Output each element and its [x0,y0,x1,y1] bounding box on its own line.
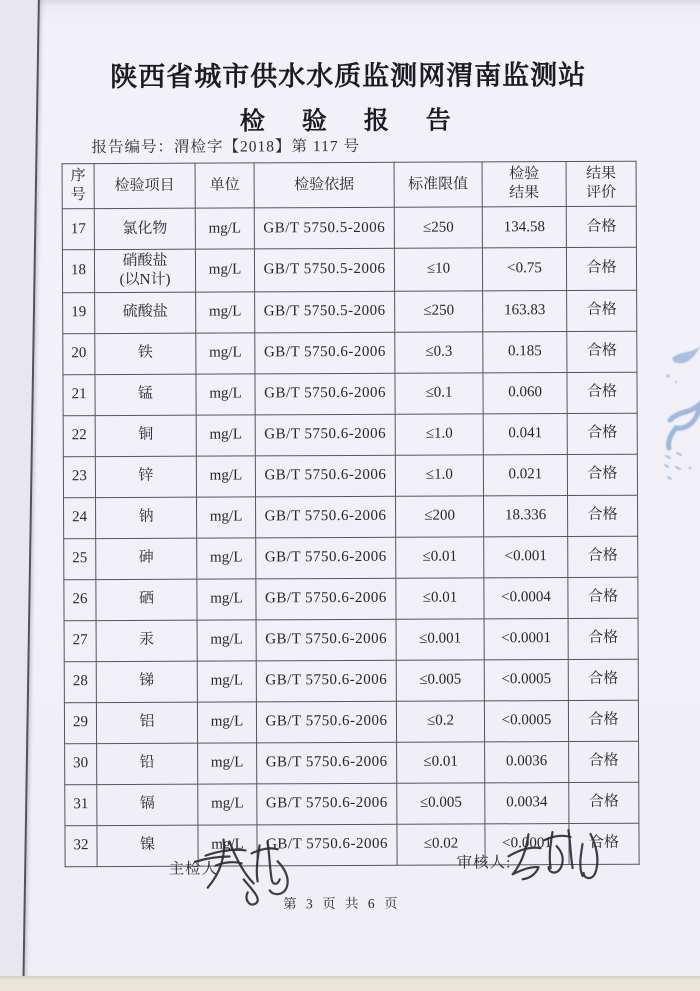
cell-unit: mg/L [196,332,255,373]
cell-item: 硫酸盐 [95,292,196,333]
cell-no: 20 [63,333,95,374]
cell-unit: mg/L [197,619,256,660]
cell-no: 22 [63,415,95,456]
cell-eval: 合格 [567,413,637,454]
cell-no: 19 [63,292,95,333]
cell-unit: mg/L [196,414,255,455]
cell-limit: ≤200 [396,495,484,536]
col-header-eval: 结果 评价 [566,161,636,206]
ink-smudge [646,342,700,512]
cell-no: 24 [64,497,96,538]
cell-limit: ≤1.0 [395,413,483,454]
table-row [63,454,637,498]
cell-unit: mg/L [197,496,256,537]
cell-eval: 合格 [569,741,639,782]
cell-eval: 合格 [566,206,636,247]
col-header-limit: 标准限值 [394,162,482,207]
cell-basis: GB/T 5750.6-2006 [255,332,395,374]
table-row [64,700,638,744]
report-title: 检 验 报 告 [239,107,457,136]
cell-limit: ≤0.1 [395,372,483,413]
cell-eval: 合格 [569,823,639,864]
cell-result: <0.0005 [484,700,568,741]
cell-result: 0.0034 [485,782,569,823]
cell-item: 铜 [95,415,196,456]
col-header-item: 检验项目 [94,163,195,208]
cell-unit: mg/L [195,249,254,292]
cell-item: 铁 [95,333,196,374]
cell-limit: ≤10 [394,248,482,291]
cell-item: 镍 [97,825,198,866]
cell-eval: 合格 [568,577,638,618]
cell-unit: mg/L [196,373,255,414]
cell-unit: mg/L [196,455,255,496]
cell-eval: 合格 [567,372,637,413]
report-number-line [91,134,360,157]
cell-unit: mg/L [198,742,257,783]
cell-unit: mg/L [196,291,255,332]
cell-result: <0.0004 [484,577,568,618]
cell-no: 23 [63,456,95,497]
cell-result: <0.0005 [484,659,568,700]
cell-basis: GB/T 5750.6-2006 [257,824,397,866]
cell-no: 25 [64,538,96,579]
cell-result: 18.336 [484,495,568,536]
reviewer-signature [504,826,608,890]
cell-limit: ≤0.005 [397,782,485,823]
cell-limit: ≤0.3 [395,331,483,372]
cell-basis: GB/T 5750.5-2006 [254,207,394,249]
cell-unit: mg/L [197,537,256,578]
cell-limit: ≤0.005 [396,659,484,700]
table-header-row [62,161,636,209]
cell-basis: GB/T 5750.6-2006 [256,660,396,702]
cell-basis: GB/T 5750.6-2006 [255,414,395,456]
table-row [65,782,639,826]
table-row [62,206,636,250]
cell-no: 17 [62,209,94,250]
cell-item: 锑 [96,661,197,702]
cell-result: 163.83 [483,290,567,331]
cell-result: <0.75 [482,248,566,291]
cell-basis: GB/T 5750.5-2006 [255,291,395,333]
cell-item: 铝 [96,702,197,743]
cell-eval: 合格 [568,536,638,577]
cell-unit: mg/L [198,824,257,865]
cell-eval: 合格 [568,618,638,659]
report-number: 渭检字【2018】第 117 号 [173,137,360,156]
table-row [63,331,637,375]
cell-no: 21 [63,374,95,415]
cell-result: 134.58 [482,207,566,248]
cell-unit: mg/L [198,783,257,824]
cell-eval: 合格 [568,495,638,536]
cell-basis: GB/T 5750.5-2006 [254,248,394,291]
station-title: 陕西省城市供水水质监测网渭南监测站 [110,59,587,93]
table-row [64,659,638,703]
cell-item: 氯化物 [94,208,195,249]
cell-item: 锰 [95,374,196,415]
cell-no: 30 [65,743,97,784]
cell-item: 锌 [95,456,196,497]
cell-basis: GB/T 5750.6-2006 [255,373,395,415]
cell-no: 26 [64,579,96,620]
cell-basis: GB/T 5750.6-2006 [256,619,396,661]
cell-no: 29 [64,702,96,743]
reviewer-label: 审核人: [456,854,512,872]
cell-basis: GB/T 5750.6-2006 [256,496,396,538]
cell-basis: GB/T 5750.6-2006 [256,537,396,579]
cell-result: <0.0001 [484,618,568,659]
cell-result: 0.0036 [485,741,569,782]
cell-result: 0.021 [483,454,567,495]
cell-limit: ≤250 [395,290,483,331]
cell-no: 31 [65,784,97,825]
cell-item: 硝酸盐 (以N计) [94,249,195,292]
cell-item: 汞 [96,620,197,661]
cell-item: 硒 [96,579,197,620]
col-header-basis: 检验依据 [254,162,394,208]
cell-eval: 合格 [566,247,636,290]
cell-basis: GB/T 5750.6-2006 [255,455,395,497]
cell-result: 0.185 [483,331,567,372]
cell-eval: 合格 [567,454,637,495]
cell-unit: mg/L [197,701,256,742]
col-header-unit: 单位 [195,163,254,208]
cell-eval: 合格 [569,782,639,823]
table-row [63,290,637,334]
cell-item: 钠 [96,497,197,538]
cell-unit: mg/L [195,208,254,249]
cell-eval: 合格 [567,331,637,372]
cell-item: 铅 [97,743,198,784]
report-number-label: 报告编号： [91,138,175,157]
table-row [64,577,638,621]
cell-limit: ≤0.2 [396,700,484,741]
cell-limit: ≤0.01 [397,741,485,782]
cell-eval: 合格 [567,290,637,331]
table-row [62,247,636,292]
cell-basis: GB/T 5750.6-2006 [256,701,396,743]
cell-limit: ≤0.02 [397,823,485,864]
col-header-no: 序 号 [62,164,94,209]
cell-limit: ≤0.001 [396,618,484,659]
cell-basis: GB/T 5750.6-2006 [257,742,397,784]
cell-item: 镉 [97,784,198,825]
cell-eval: 合格 [568,659,638,700]
cell-basis: GB/T 5750.6-2006 [256,578,396,620]
cell-result: <0.0001 [485,823,569,864]
scanner-bottom-strip [0,976,700,991]
table-row [63,372,637,416]
cell-result: 0.060 [483,372,567,413]
cell-result: <0.001 [484,536,568,577]
cell-limit: ≤0.01 [396,577,484,618]
cell-limit: ≤0.01 [396,536,484,577]
page-number: 第 3 页 共 6 页 [283,895,401,912]
table-row [65,741,639,785]
cell-eval: 合格 [568,700,638,741]
cell-unit: mg/L [197,660,256,701]
table-row [64,618,638,662]
col-header-result: 检验 结果 [482,162,566,207]
table-row [63,413,637,457]
cell-basis: GB/T 5750.6-2006 [257,783,397,825]
results-table [62,161,640,867]
cell-item: 砷 [96,538,197,579]
cell-unit: mg/L [197,578,256,619]
cell-no: 27 [64,620,96,661]
cell-limit: ≤250 [394,207,482,248]
table-row [64,495,638,539]
inspector-label: 主检人 [168,860,219,878]
cell-no: 18 [62,250,94,293]
cell-limit: ≤1.0 [395,454,483,495]
cell-no: 28 [64,661,96,702]
cell-no: 32 [65,825,97,866]
table-row [64,536,638,580]
cell-result: 0.041 [483,413,567,454]
